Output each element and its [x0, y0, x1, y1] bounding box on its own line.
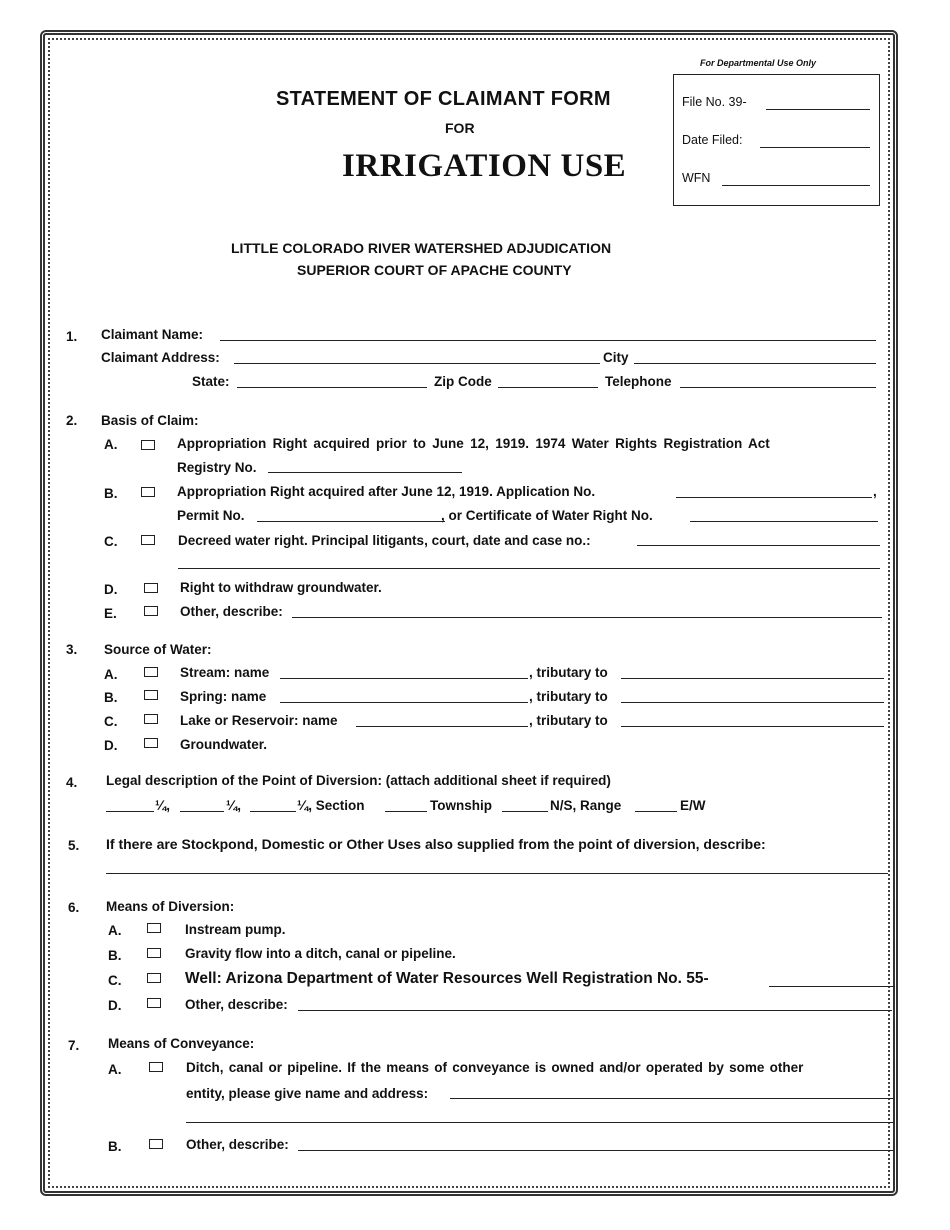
well-registration-label: Well: Arizona Department of Water Resources Well Registration No. 55-: [185, 970, 709, 987]
section-7-number: 7.: [68, 1038, 80, 1053]
conveyance-other-label: Other, describe:: [186, 1137, 289, 1152]
source-b-letter: B.: [104, 690, 118, 705]
section-2-number: 2.: [66, 413, 78, 428]
claimant-name-label: Claimant Name:: [101, 327, 204, 342]
gravity-flow-label: Gravity flow into a ditch, canal or pipeline.: [185, 946, 456, 961]
basis-b-letter: B.: [104, 486, 118, 501]
office-use-box: [673, 74, 880, 206]
telephone-field[interactable]: [680, 387, 876, 388]
file-no-field[interactable]: [766, 109, 870, 110]
form-subtitle: IRRIGATION USE: [342, 148, 627, 184]
wfn-field[interactable]: [722, 185, 870, 186]
adjudication-title: LITTLE COLORADO RIVER WATERSHED ADJUDICATION: [231, 240, 612, 256]
lake-tributary-field[interactable]: [621, 726, 884, 727]
basis-c-text: Decreed water right. Principal litigants, court, date and case no.:: [178, 533, 591, 548]
quarter-2-field[interactable]: [180, 811, 224, 812]
source-b-checkbox[interactable]: [144, 690, 158, 700]
wfn-label: WFN: [682, 171, 711, 185]
quarter-3-section-label: ¼, Section: [297, 798, 365, 813]
basis-e-text: Other, describe:: [180, 604, 283, 619]
section-5-number: 5.: [68, 838, 80, 853]
lake-name-field[interactable]: [356, 726, 528, 727]
township-field[interactable]: [502, 811, 548, 812]
decreed-right-field[interactable]: [637, 545, 880, 546]
date-filed-label: Date Filed:: [682, 133, 743, 147]
state-label: State:: [192, 374, 230, 389]
diversion-c-checkbox[interactable]: [147, 973, 161, 983]
court-title: SUPERIOR COURT OF APACHE COUNTY: [297, 262, 572, 278]
quarter-1-field[interactable]: [106, 811, 154, 812]
means-of-conveyance-title: Means of Conveyance:: [108, 1036, 255, 1051]
diversion-b-letter: B.: [108, 948, 122, 963]
permit-no-label: Permit No.: [177, 508, 245, 523]
form-title: STATEMENT OF CLAIMANT FORM: [276, 88, 611, 110]
spring-name-field[interactable]: [280, 702, 528, 703]
entity-name-address-label: entity, please give name and address:: [186, 1086, 429, 1101]
legal-description-label: Legal description of the Point of Diversion:: [106, 773, 383, 788]
quarter-2-label: ¼,: [226, 798, 242, 813]
registry-no-field[interactable]: [268, 472, 462, 473]
basis-b-checkbox[interactable]: [141, 487, 155, 497]
east-west-label: E/W: [680, 798, 706, 813]
file-no-label: File No. 39-: [682, 95, 747, 109]
section-field[interactable]: [385, 811, 427, 812]
section-3-number: 3.: [66, 642, 78, 657]
state-field[interactable]: [237, 387, 427, 388]
certificate-label: , or Certificate of Water Right No.: [441, 508, 653, 523]
stream-tributary-label: , tributary to: [529, 665, 608, 680]
basis-other-field[interactable]: [292, 617, 882, 618]
source-of-water-title: Source of Water:: [104, 642, 212, 657]
quarter-1-label: ¼,: [155, 798, 171, 813]
township-label: Township: [430, 798, 492, 813]
basis-d-checkbox[interactable]: [144, 583, 158, 593]
well-registration-field[interactable]: [769, 986, 895, 987]
diversion-d-letter: D.: [108, 998, 122, 1013]
application-no-field[interactable]: [676, 497, 872, 498]
legal-description-title: [106, 773, 611, 788]
range-label: N/S, Range: [550, 798, 622, 813]
city-label: City: [603, 350, 629, 365]
basis-a-checkbox[interactable]: [141, 440, 155, 450]
registry-no-label: Registry No.: [177, 460, 257, 475]
instream-pump-label: Instream pump.: [185, 922, 286, 937]
entity-name-address-field-line-2[interactable]: [186, 1122, 894, 1123]
section-4-number: 4.: [66, 775, 78, 790]
basis-c-letter: C.: [104, 534, 118, 549]
office-use-heading: For Departmental Use Only: [700, 58, 817, 68]
conveyance-a-letter: A.: [108, 1062, 122, 1077]
diversion-d-checkbox[interactable]: [147, 998, 161, 1008]
quarter-3-field[interactable]: [250, 811, 296, 812]
claimant-address-label: Claimant Address:: [101, 350, 220, 365]
decreed-right-field-line-2[interactable]: [178, 568, 880, 569]
other-uses-text: If there are Stockpond, Domestic or Other Uses also supplied from the point of diversion, describe:: [106, 836, 766, 852]
diversion-a-letter: A.: [108, 923, 122, 938]
lake-name-label: Lake or Reservoir: name: [180, 713, 338, 728]
claimant-address-field[interactable]: [234, 363, 600, 364]
stream-name-label: Stream: name: [180, 665, 270, 680]
conveyance-b-checkbox[interactable]: [149, 1139, 163, 1149]
diversion-c-letter: C.: [108, 973, 122, 988]
source-a-letter: A.: [104, 667, 118, 682]
basis-c-checkbox[interactable]: [141, 535, 155, 545]
claimant-name-field[interactable]: [220, 340, 876, 341]
diversion-other-field[interactable]: [298, 1010, 892, 1011]
spring-name-label: Spring: name: [180, 689, 267, 704]
basis-e-letter: E.: [104, 606, 117, 621]
range-field[interactable]: [635, 811, 677, 812]
conveyance-a-checkbox[interactable]: [149, 1062, 163, 1072]
basis-d-letter: D.: [104, 582, 118, 597]
lake-tributary-label: , tributary to: [529, 713, 608, 728]
zip-code-label: Zip Code: [434, 374, 492, 389]
stream-name-field[interactable]: [280, 678, 528, 679]
source-c-checkbox[interactable]: [144, 714, 158, 724]
basis-d-text: Right to withdraw groundwater.: [180, 580, 382, 595]
source-d-checkbox[interactable]: [144, 738, 158, 748]
zip-code-field[interactable]: [498, 387, 598, 388]
source-a-checkbox[interactable]: [144, 667, 158, 677]
basis-b-text: Appropriation Right acquired after June 12, 1919. Application No.: [177, 484, 596, 499]
source-d-letter: D.: [104, 738, 118, 753]
application-no-comma: ,: [873, 484, 877, 499]
entity-name-address-field[interactable]: [450, 1098, 894, 1099]
form-title-for: FOR: [445, 120, 475, 136]
diversion-a-checkbox[interactable]: [147, 923, 161, 933]
telephone-label: Telephone: [605, 374, 672, 389]
basis-a-letter: A.: [104, 437, 118, 452]
means-of-diversion-title: Means of Diversion:: [106, 899, 235, 914]
basis-e-checkbox[interactable]: [144, 606, 158, 616]
date-filed-field[interactable]: [760, 147, 870, 148]
legal-description-note: (attach additional sheet if required): [385, 773, 611, 788]
conveyance-b-letter: B.: [108, 1139, 122, 1154]
groundwater-label: Groundwater.: [180, 737, 268, 752]
stream-tributary-field[interactable]: [621, 678, 884, 679]
spring-tributary-label: , tributary to: [529, 689, 608, 704]
basis-of-claim-title: Basis of Claim:: [101, 413, 199, 428]
source-c-letter: C.: [104, 714, 118, 729]
spring-tributary-field[interactable]: [621, 702, 884, 703]
city-field[interactable]: [634, 363, 876, 364]
other-uses-field[interactable]: [106, 873, 888, 874]
section-1-number: 1.: [66, 329, 78, 344]
basis-a-text: Appropriation Right acquired prior to June 12, 1919. 1974 Water Rights Registration Act: [177, 436, 770, 451]
section-6-number: 6.: [68, 900, 80, 915]
conveyance-other-field[interactable]: [298, 1150, 894, 1151]
permit-no-field[interactable]: [257, 521, 445, 522]
diversion-b-checkbox[interactable]: [147, 948, 161, 958]
diversion-other-label: Other, describe:: [185, 997, 288, 1012]
certificate-no-field[interactable]: [690, 521, 878, 522]
conveyance-a-text: Ditch, canal or pipeline. If the means of conveyance is owned and/or operated by some other: [186, 1060, 804, 1075]
